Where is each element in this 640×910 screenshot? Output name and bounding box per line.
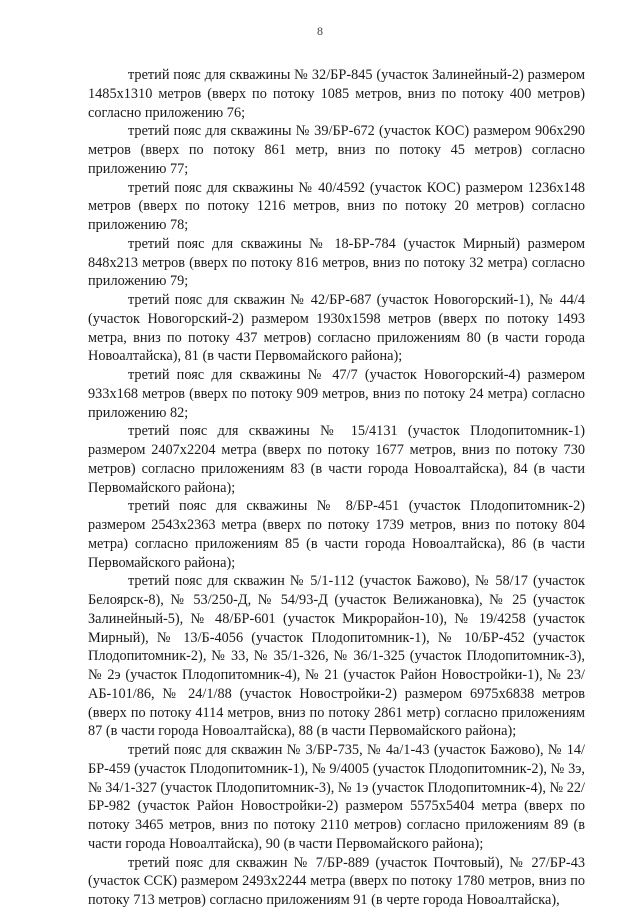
page-number: 8 xyxy=(317,24,323,38)
paragraph: третий пояс для скважины № 15/4131 (участок Плодопитомник-1) размером 2407x2204 метра (вверх по потоку 1677 метров, вниз по потоку 730 метров) согласно приложениям 83 (в части города Новоалтайска), 84 (в части Первомайского района); xyxy=(88,423,585,496)
paragraph: третий пояс для скважин № 42/БР-687 (участок Новогорский-1), № 44/4 (участок Новогорский-2) размером 1930x1598 метров (вверх по потоку 1493 метра, вниз по потоку 437 метров) согласно приложениям 80 (в части города Новоалтайска), 81 (в части Первомайского района); xyxy=(88,292,585,365)
paragraph: третий пояс для скважин № 3/БР-735, № 4а/1-43 (участок Бажово), № 14/БР-459 (участок Плодопитомник-1), № 9/4005 (участок Плодопитомник-2), № 3э, № 34/1-327 (участок Плодопитомник-3), № 1э (участок Плодопитомник-4), № 22/БР-982 (участок Район Новостройки-2) размером 5575x5404 метра (вверх по потоку 3465 метров, вниз по потоку 2110 метров) согласно приложениям 89 (в части города Новоалтайска), 90 (в части Первомайского района); xyxy=(88,742,585,852)
paragraph: третий пояс для скважины № 40/4592 (участок КОС) размером 1236x148 метров (вверх по потоку 1216 метров, вниз по потоку 20 метров) согласно приложению 78; xyxy=(88,179,585,233)
paragraph: третий пояс для скважины № 47/7 (участок Новогорский-4) размером 933x168 метров (вверх по потоку 909 метров, вниз по потоку 24 метра) согласно приложению 82; xyxy=(88,367,585,421)
paragraph: третий пояс для скважин № 7/БР-889 (участок Почтовый), № 27/БР-43 (участок ССК) размером 2493x2244 метра (вверх по потоку 1780 метров, вниз по потоку 713 метров) согласно приложениям 91 (в черте города Новоалтайска), xyxy=(88,854,585,908)
paragraph: третий пояс для скважины № 8/БР-451 (участок Плодопитомник-2) размером 2543x2363 метра (вверх по потоку 1739 метров, вниз по потоку 804 метра) согласно приложениям 85 (в части города Новоалтайска), 86 (в части Первомайского района); xyxy=(88,498,585,571)
paragraph: третий пояс для скважин № 5/1-112 (участок Бажово), № 58/17 (участок Белоярск-8), № 53/250-Д, № 54/93-Д (участок Велижановка), № 25 (участок Залинейный-5), № 48/БР-601 (участок Микрорайон-10), № 19/4258 (участок Мирный), № 13/Б-4056 (участок Плодопитомник-1), № 10/БР-452 (участок Плодопитомник-2), № 33, № 35/1-326, № 36/1-325 (участок Плодопитомник-3), № 2э (участок Плодопитомник-4), № 21 (участок Район Новостройки-1), № 23/АБ-101/86, № 24/1/88 (участок Новостройки-2) размером 6975x6838 метров (вверх по потоку 4114 метров, вниз по потоку 2861 метр) согласно приложениям 87 (в части города Новоалтайска), 88 (в части Первомайского района); xyxy=(88,573,585,740)
paragraph: третий пояс для скважины № 18-БР-784 (участок Мирный) размером 848x213 метров (вверх по потоку 816 метров, вниз по потоку 32 метра) согласно приложению 79; xyxy=(88,235,585,290)
body-text xyxy=(88,66,585,910)
paragraph: третий пояс для скважины № 32/БР-845 (участок Залинейный-2) размером 1485x1310 метров (вверх по потоку 1085 метров, вниз по потоку 400 метров) согласно приложению 76; xyxy=(88,67,585,121)
paragraph: третий пояс для скважины № 39/БР-672 (участок КОС) размером 906x290 метров (вверх по потоку 861 метр, вниз по потоку 45 метров) согласно приложению 77; xyxy=(88,123,585,177)
